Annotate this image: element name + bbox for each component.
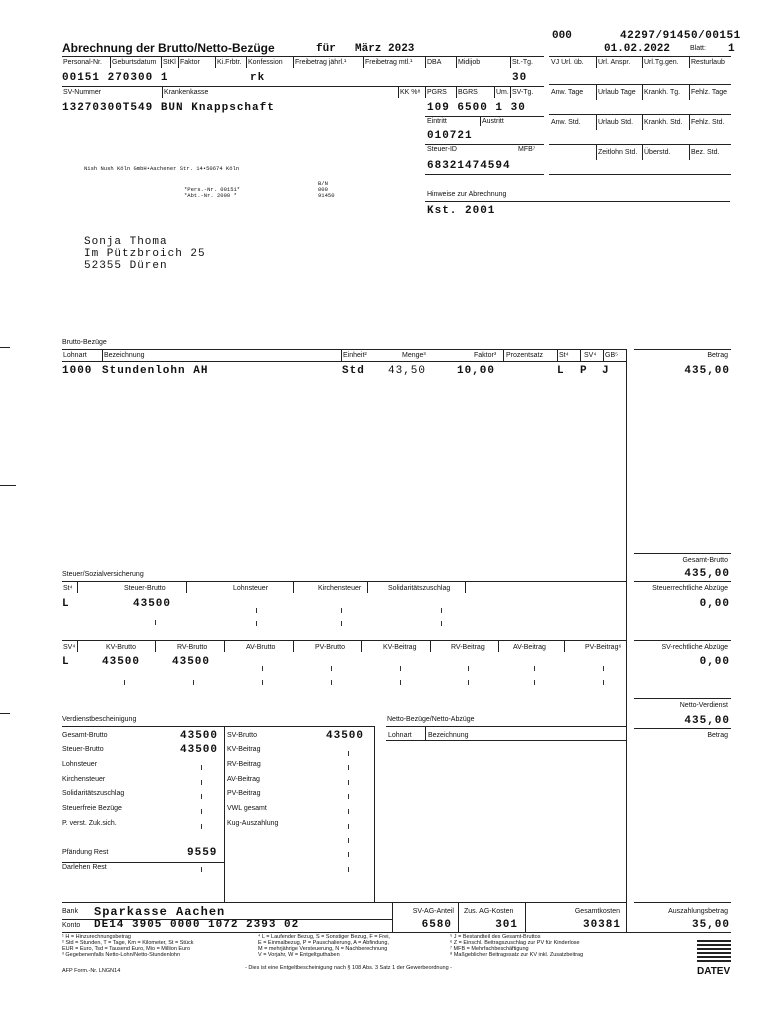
fold-mark <box>0 347 10 348</box>
rule <box>62 361 626 362</box>
footnote-8: V = Vorjahr, W = Entgeltguthaben <box>258 952 340 958</box>
rule <box>367 581 368 593</box>
label-mfb: MFB⁷ <box>518 146 536 153</box>
sv-abz-value: 0,00 <box>699 656 730 668</box>
zusag-value: 301 <box>495 919 518 931</box>
rule <box>331 666 332 671</box>
betrag-label: Betrag <box>707 732 728 739</box>
vb-vwl: VWL gesamt <box>227 805 267 812</box>
rule <box>62 349 626 350</box>
rule <box>603 666 604 671</box>
rule <box>201 780 202 785</box>
footnote-5: ⁴ L = Laufender Bezug, S = Sonstiger Bezug, F = Frei, <box>258 934 390 940</box>
vb-lohnsteuer: Lohnsteuer <box>62 761 98 768</box>
rule <box>596 56 597 68</box>
rule <box>256 608 257 613</box>
col-rv-beitrag: RV-Beitrag <box>451 644 485 651</box>
rule <box>400 680 401 685</box>
label-vj-url: VJ Url. üb. <box>551 59 584 66</box>
rule <box>510 86 511 98</box>
nettoabz-section-title: Netto-Bezüge/Netto-Abzüge <box>387 716 475 723</box>
recipient-city: 52355 Düren <box>84 260 168 272</box>
footnote-6: E = Einmalbezug, P = Pauschalierung, A = Abfindung, <box>258 940 389 946</box>
rule <box>564 640 565 652</box>
rule <box>348 765 349 770</box>
footnote-11: ⁷ MFB = Mehrfachbeschäftigung <box>450 946 529 952</box>
gesamt-brutto-value: 435,00 <box>684 568 730 580</box>
rule <box>441 608 442 613</box>
sheet-label: Blatt: <box>690 45 706 52</box>
row-lohnart: 1000 <box>62 365 93 377</box>
svag-label: SV-AG-Anteil <box>412 908 454 915</box>
label-url-anspr: Url. Anspr. <box>598 59 631 66</box>
recipient-name: Sonja Thoma <box>84 236 168 248</box>
vb-darlehen: Darlehen Rest <box>62 864 107 871</box>
vb-gesamt-brutto: Gesamt-Brutto <box>62 732 108 739</box>
recipient-street: Im Pützbroich 25 <box>84 248 206 260</box>
col-pv-beitrag: PV-Beitrag⁶ <box>585 644 622 651</box>
rule <box>363 56 364 68</box>
rule <box>425 726 426 740</box>
rule <box>124 680 125 685</box>
row-st: L <box>557 365 565 377</box>
label-pgrs: PGRS <box>427 89 447 96</box>
rv-brutto-value: 43500 <box>172 656 211 668</box>
col-gb: GB⁵ <box>605 352 619 359</box>
col-prozentsatz: Prozentsatz <box>506 352 543 359</box>
brutto-section-title: Brutto-Bezüge <box>62 339 107 346</box>
rule <box>331 680 332 685</box>
rule <box>348 751 349 756</box>
auszahlung-value: 35,00 <box>691 919 730 931</box>
rule <box>386 726 626 727</box>
steuer-abz-label: Steuerrechtliche Abzüge <box>652 585 728 592</box>
rule <box>626 349 627 932</box>
rule <box>201 794 202 799</box>
rule <box>425 86 426 98</box>
row-betrag: 435,00 <box>684 365 730 377</box>
row-sv: P <box>580 365 588 377</box>
rule <box>178 56 179 68</box>
rule <box>348 867 349 872</box>
rule <box>102 349 103 361</box>
rule <box>162 86 163 98</box>
col-lohnart: Lohnart <box>63 352 87 359</box>
rule <box>557 349 558 361</box>
steuer-section-title: Steuer/Sozialversicherung <box>62 571 144 578</box>
label-urlaub-tage: Urlaub Tage <box>598 89 636 96</box>
rule <box>642 144 643 160</box>
period-label: für <box>316 43 336 55</box>
label-kifrbtr: Ki.Frbtr. <box>217 59 242 66</box>
col-steuerbrutto: Steuer-Brutto <box>124 585 166 592</box>
zusag-label: Zus. AG-Kosten <box>464 908 514 915</box>
vb-pfaendung-value: 9559 <box>187 847 218 859</box>
rule <box>468 666 469 671</box>
label-bez-std: Bez. Std. <box>691 149 720 156</box>
rule <box>215 56 216 68</box>
rule <box>549 114 731 115</box>
rule <box>110 56 111 68</box>
rule <box>201 765 202 770</box>
rule <box>161 56 162 68</box>
vb-gesamt-brutto-value: 43500 <box>180 730 219 742</box>
rule <box>201 867 202 872</box>
col-st: St⁴ <box>63 585 73 592</box>
rule <box>596 114 597 130</box>
vb-sv-brutto-value: 43500 <box>326 730 365 742</box>
verdienst-section-title: Verdienstbescheinigung <box>62 716 137 723</box>
rule <box>348 809 349 814</box>
steuer-abz-value: 0,00 <box>699 598 730 610</box>
sender-bn-code2: 91450 <box>318 192 335 199</box>
vb-pfaendung: Pfändung Rest <box>62 849 109 856</box>
rule <box>62 862 224 863</box>
label-anw-std: Anw. Std. <box>551 119 581 126</box>
konto-value: DE14 3905 0000 1072 2393 02 <box>94 919 300 931</box>
col-pv-brutto: PV-Brutto <box>315 644 345 651</box>
footnote-4: ³ Gegebenenfalls Netto-Lohn/Netto-Stundenlohn <box>62 952 181 958</box>
rule <box>534 666 535 671</box>
footnote-1: ¹ H = Hinzurechnungsbetrag <box>62 934 131 940</box>
steuerbrutto-value: 43500 <box>133 598 172 610</box>
period-value: März 2023 <box>355 43 415 55</box>
rule <box>425 144 544 145</box>
rule <box>456 56 457 68</box>
footnote-3: EUR = Euro, Tsd = Tausend Euro, Mio = Million Euro <box>62 946 191 952</box>
label-hinweise: Hinweise zur Abrechnung <box>427 191 507 198</box>
rule <box>498 640 499 652</box>
label-austritt: Austritt <box>482 118 504 125</box>
rule <box>634 553 731 554</box>
rule <box>398 86 399 98</box>
netto-label: Netto-Verdienst <box>679 702 728 709</box>
rule <box>689 84 690 100</box>
rule <box>62 726 374 727</box>
sender-bn: B/N <box>318 180 328 187</box>
row-menge: 43,50 <box>388 365 427 377</box>
rule <box>425 201 730 202</box>
col-bezeichnung: Bezeichnung <box>104 352 145 359</box>
rule <box>62 902 626 903</box>
kk-line: 109 6500 1 30 <box>427 102 526 114</box>
datev-logo-icon <box>697 940 731 962</box>
sender-address-line: Nish Nush Köln GmbH•Aachener Str. 14•50674 Köln <box>84 165 240 172</box>
rule <box>689 114 690 130</box>
row-einheit: Std <box>342 365 365 377</box>
footnote-10: ⁶ Z = Einschl. Beitragszuschlag zur PV für Kinderlose <box>450 940 580 946</box>
vb-av-beitrag: AV-Beitrag <box>227 776 260 783</box>
rule <box>494 86 495 98</box>
label-svtg: SV-Tg. <box>512 89 534 96</box>
vb-pverst: P. verst. Zuk.sich. <box>62 820 117 827</box>
vb-kug: Kug-Auszahlung <box>227 820 279 827</box>
vb-sv-brutto: SV-Brutto <box>227 732 257 739</box>
footnote-12: ⁸ Maßgeblicher Beitragssatz zur KV inkl. Zusatzbeitrag <box>450 952 584 958</box>
label-anw-tage: Anw. Tage <box>551 89 584 96</box>
rule <box>155 620 156 625</box>
rule <box>77 581 78 593</box>
vb-steuerfrei: Steuerfreie Bezüge <box>62 805 122 812</box>
rule <box>510 56 511 68</box>
gesamt-brutto-label: Gesamt-Brutto <box>682 557 728 564</box>
label-krankh-std: Krankh. Std. <box>644 119 683 126</box>
sender-abt-nr: *Abt.-Nr. 2000 * <box>184 192 237 199</box>
rule <box>62 86 544 87</box>
rule <box>201 809 202 814</box>
label-freibetrag-j: Freibetrag jährl.¹ <box>295 59 347 66</box>
rule <box>293 56 294 68</box>
label-konfession: Konfession <box>248 59 283 66</box>
svag-value: 6580 <box>421 919 452 931</box>
rule <box>549 174 731 175</box>
row-bezeichnung: Stundenlohn AH <box>102 365 209 377</box>
rule <box>155 640 156 652</box>
label-midijob: Midijob <box>458 59 481 66</box>
legal-notice: - Dies ist eine Entgeltbescheinigung nach § 108 Abs. 3 Satz 1 der Gewerbeordnung - <box>245 965 452 971</box>
rule <box>348 852 349 857</box>
vb-rv-beitrag: RV-Beitrag <box>227 761 261 768</box>
rule <box>468 680 469 685</box>
rule <box>425 56 426 68</box>
rule <box>689 144 690 160</box>
label-um: Um. <box>496 89 509 96</box>
rule <box>634 728 731 729</box>
form-number: AFP Form.-Nr. LNGN14 <box>62 968 121 974</box>
label-eintritt: Eintritt <box>427 118 447 125</box>
rule <box>425 174 544 175</box>
sheet-number: 1 <box>728 43 735 55</box>
vb-pv-beitrag: PV-Beitrag <box>227 790 261 797</box>
personal-nr-line: 00151 270300 1 <box>62 72 169 84</box>
rule <box>374 726 375 902</box>
rule <box>400 666 401 671</box>
vb-steuer-brutto-value: 43500 <box>180 744 219 756</box>
rule <box>503 349 504 361</box>
footnote-9: ⁵ J = Bestandteil des Gesamt-Bruttos <box>450 934 541 940</box>
label-faktor: Faktor <box>180 59 200 66</box>
eintritt-value: 010721 <box>427 130 473 142</box>
label-krankh-tg: Krankh. Tg. <box>644 89 681 96</box>
label-birth: Geburtsdatum <box>112 59 157 66</box>
rule <box>634 640 731 641</box>
rule <box>386 740 626 741</box>
rule <box>534 680 535 685</box>
rule <box>201 824 202 829</box>
datev-logo-text: DATEV <box>697 966 731 977</box>
col-av-beitrag: AV-Beitrag <box>513 644 546 651</box>
row-faktor: 10,00 <box>457 365 496 377</box>
sv-value: L <box>62 656 70 668</box>
rule <box>193 680 194 685</box>
col-kv-beitrag: KV-Beitrag <box>383 644 417 651</box>
col-av-brutto: AV-Brutto <box>246 644 276 651</box>
label-resturlaub: Resturlaub <box>691 59 725 66</box>
col-st: St⁴ <box>559 352 569 359</box>
bank-name: Sparkasse Aachen <box>94 905 226 919</box>
rule <box>634 581 731 582</box>
label-fehlz-std: Fehlz. Std. <box>691 119 725 126</box>
vb-kv-beitrag: KV-Beitrag <box>227 746 261 753</box>
rule <box>603 349 604 361</box>
rule <box>256 621 257 626</box>
label-steuerid: Steuer-ID <box>427 146 457 153</box>
label-dba: DBA <box>427 59 442 66</box>
rule <box>689 56 690 68</box>
rule <box>62 56 544 57</box>
rule <box>642 84 643 100</box>
rule <box>596 144 597 160</box>
netto-value: 435,00 <box>684 715 730 727</box>
rule <box>348 794 349 799</box>
label-bgrs: BGRS <box>458 89 478 96</box>
col-einheit: Einheit² <box>343 352 367 359</box>
fold-mark <box>0 713 10 714</box>
hinweis-value: Kst. 2001 <box>427 205 496 217</box>
sender-pers-nr: *Pers.-Nr. 00151* <box>184 186 241 193</box>
rule <box>465 581 466 593</box>
svnr-line: 13270300T549 BUN Knappschaft <box>62 102 275 114</box>
rule <box>430 640 431 652</box>
label-sttg: St.-Tg. <box>512 59 534 66</box>
vb-soli: Solidaritätszuschlag <box>62 790 125 797</box>
col-kv-brutto: KV-Brutto <box>106 644 136 651</box>
label-url-tggen: Url.Tg.gen. <box>644 59 679 66</box>
col-sv: SV⁴ <box>63 644 76 651</box>
label-kkpct: KK %⁸ <box>400 89 421 96</box>
footnote-7: M = mehrjährige Versteuerung, N = Nachberechnung <box>258 946 388 952</box>
steuer-st-value: L <box>62 598 70 610</box>
gesamtkosten-label: Gesamtkosten <box>574 908 620 915</box>
rule <box>596 84 597 100</box>
vb-steuer-brutto: Steuer-Brutto <box>62 746 104 753</box>
rule <box>603 680 604 685</box>
col-sv: SV⁴ <box>584 352 597 359</box>
row-gb: J <box>602 365 610 377</box>
konfession-value: rk <box>250 72 266 84</box>
label-stkl: StKl <box>163 59 176 66</box>
col-lohnsteuer: Lohnsteuer <box>233 585 269 592</box>
sv-abz-label: SV-rechtliche Abzüge <box>661 644 728 651</box>
label-urlaub-std: Urlaub Std. <box>598 119 634 126</box>
rule <box>262 666 263 671</box>
rule <box>62 581 626 582</box>
rule <box>549 56 731 57</box>
konto-label: Konto <box>62 922 81 929</box>
rule <box>224 726 225 902</box>
label-ueberstd: Überstd. <box>644 149 671 156</box>
label-personal-nr: Personal-Nr. <box>63 59 102 66</box>
rule <box>480 116 481 126</box>
rule <box>224 640 225 652</box>
rule <box>186 581 187 593</box>
rule <box>62 640 626 641</box>
kv-brutto-value: 43500 <box>102 656 141 668</box>
label-freibetrag-m: Freibetrag mtl.¹ <box>365 59 413 66</box>
label-fehlz-tage: Fehlz. Tage <box>691 89 728 96</box>
sender-bn-code1: 000 <box>318 186 328 193</box>
header-date: 01.02.2022 <box>604 43 671 55</box>
vb-kirchensteuer: Kirchensteuer <box>62 776 106 783</box>
col-soli: Solidaritätszuschlag <box>388 585 451 592</box>
label-zeitlohn-std: Zeitlohn Std. <box>598 149 638 156</box>
rule <box>293 581 294 593</box>
rule <box>580 349 581 361</box>
footnote-2: ² Std = Stunden, T = Tage, Km = Kilometer, St = Stück <box>62 940 194 946</box>
rule <box>62 919 392 920</box>
rule <box>341 621 342 626</box>
rule <box>634 349 731 350</box>
rule <box>348 838 349 843</box>
col-faktor: Faktor³ <box>474 352 497 359</box>
document-title: Abrechnung der Brutto/Netto-Bezüge <box>62 41 275 55</box>
col-bezeichnung: Bezeichnung <box>428 732 469 739</box>
rule <box>425 116 544 117</box>
punch-mark <box>0 485 16 486</box>
label-kk: Krankenkasse <box>164 89 209 96</box>
auszahlung-label: Auszahlungsbetrag <box>668 908 728 915</box>
rule <box>642 56 643 68</box>
bank-label: Bank <box>62 908 78 915</box>
rule <box>246 56 247 68</box>
rule <box>549 144 731 145</box>
rule <box>456 86 457 98</box>
rule <box>262 680 263 685</box>
rule <box>441 621 442 626</box>
steuerid-value: 68321474594 <box>427 160 511 172</box>
rule <box>341 608 342 613</box>
col-lohnart: Lohnart <box>388 732 412 739</box>
rule <box>62 932 731 933</box>
rule <box>293 640 294 652</box>
rule <box>361 640 362 652</box>
sttg-value: 30 <box>512 72 528 84</box>
rule <box>458 902 459 932</box>
rule <box>642 114 643 130</box>
header-code: 000 <box>552 30 572 42</box>
label-svnr: SV-Nummer <box>63 89 102 96</box>
col-betrag: Betrag <box>707 352 728 359</box>
rule <box>348 824 349 829</box>
rule <box>77 640 78 652</box>
rule <box>348 780 349 785</box>
rule <box>634 698 731 699</box>
rule <box>549 84 731 85</box>
col-rv-brutto: RV-Brutto <box>177 644 208 651</box>
gesamtkosten-value: 30381 <box>582 919 621 931</box>
col-kirchensteuer: Kirchensteuer <box>318 585 362 592</box>
header-reference: 42297/91450/00151 <box>620 30 741 42</box>
rule <box>634 902 731 903</box>
rule <box>341 349 342 361</box>
col-menge: Menge³ <box>402 352 426 359</box>
